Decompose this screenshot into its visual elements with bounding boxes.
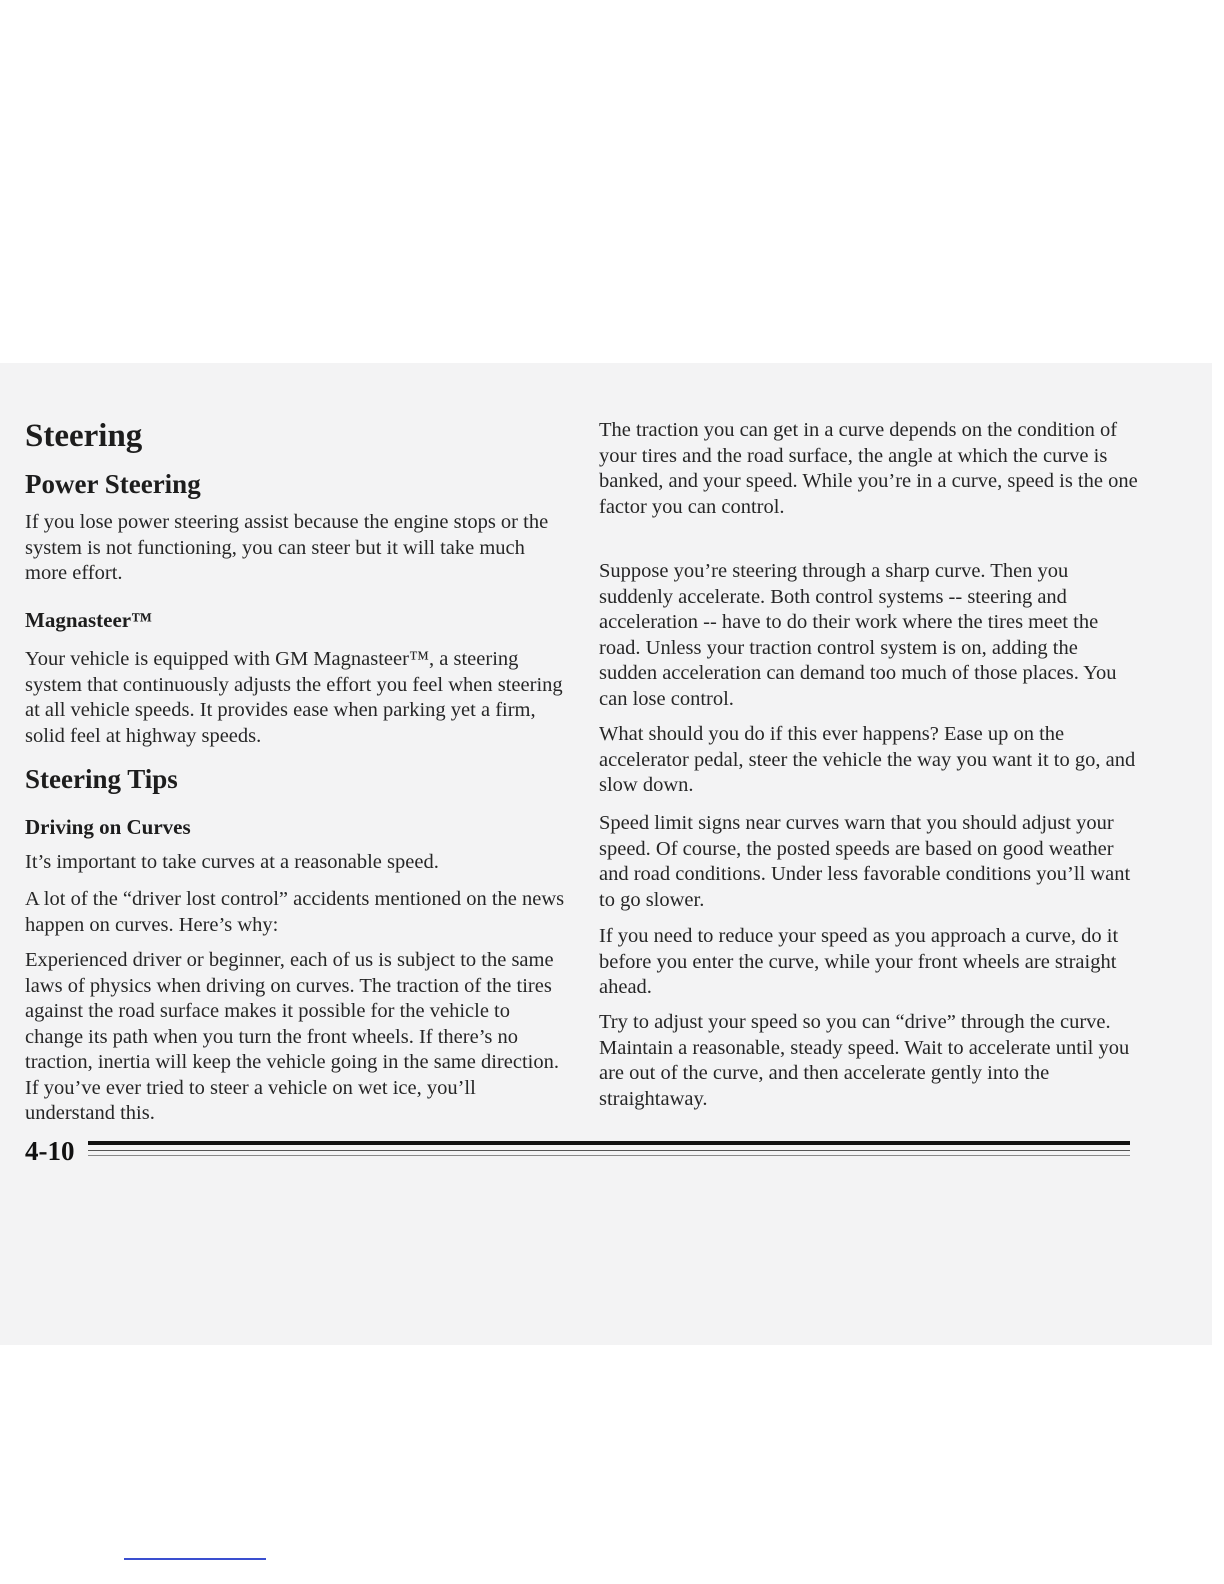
- power-steering-heading: Power Steering: [25, 469, 201, 499]
- reduce-speed-paragraph: If you need to reduce your speed as you approach a curve, do it before you enter the curve, while your front wheels are straight ahead.: [599, 925, 1119, 998]
- driving-on-curves-heading: Driving on Curves: [25, 815, 191, 839]
- footer-rule: [88, 1141, 1130, 1145]
- magnasteer-heading: Magnasteer™: [25, 608, 153, 632]
- section-title: Steering: [25, 418, 143, 454]
- manual-page: [0, 363, 1212, 1345]
- footer-rule-thin-secondary: [88, 1155, 1130, 1156]
- curves-paragraph-2: A lot of the “driver lost control” accidents mentioned on the news happen on curves. Here’s why:: [25, 888, 565, 936]
- magnasteer-text: Your vehicle is equipped with GM Magnasteer™, a steering system that continuously adjusts the effort you feel when steering at all vehicle speeds. It provides ease when parking yet a firm, solid feel at highway speeds.: [25, 648, 563, 747]
- curves-paragraph-1: It’s important to take curves at a reasonable speed.: [25, 851, 439, 873]
- speed-limit-paragraph: Speed limit signs near curves warn that you should adjust your speed. Of course, the posted speeds are based on good weather and road conditions. Under less favorable conditions you’ll want to go slower.: [599, 812, 1131, 911]
- power-steering-text: If you lose power steering assist because the engine stops or the system is not functioning, you can steer but it will take much more effort.: [25, 511, 549, 584]
- bottom-link-underline: [124, 1558, 266, 1560]
- sharp-curve-paragraph: Suppose you’re steering through a sharp curve. Then you suddenly accelerate. Both control systems -- steering and acceleration -- have to do their work where the tires meet the road. Unless your traction control system is on, adding the sudden acceleration can demand too much of those places. You can lose control.: [599, 560, 1117, 710]
- curves-paragraph-3: Experienced driver or beginner, each of us is subject to the same laws of physics when driving on curves. The traction of the tires against the road surface makes it possible for the vehicle to change its path when you turn the front wheels. If there’s no traction, inertia will keep the vehicle going in the same direction. If you’ve ever tried to steer a vehicle on wet ice, you’ll understand this.: [25, 949, 559, 1124]
- what-to-do-paragraph: What should you do if this ever happens? Ease up on the accelerator pedal, steer the vehicle the way you want it to go, and slow down.: [599, 723, 1136, 796]
- page-number: 4-10: [25, 1136, 75, 1166]
- footer-rule-thin: [88, 1150, 1130, 1151]
- traction-paragraph: The traction you can get in a curve depends on the condition of your tires and the road surface, the angle at which the curve is banked, and your speed. While you’re in a curve, speed is the one factor you can control.: [599, 419, 1138, 518]
- adjust-speed-paragraph: Try to adjust your speed so you can “drive” through the curve. Maintain a reasonable, steady speed. Wait to accelerate until you are out of the curve, and then accelerate gently into the straightaway.: [599, 1011, 1130, 1110]
- steering-tips-heading: Steering Tips: [25, 764, 178, 794]
